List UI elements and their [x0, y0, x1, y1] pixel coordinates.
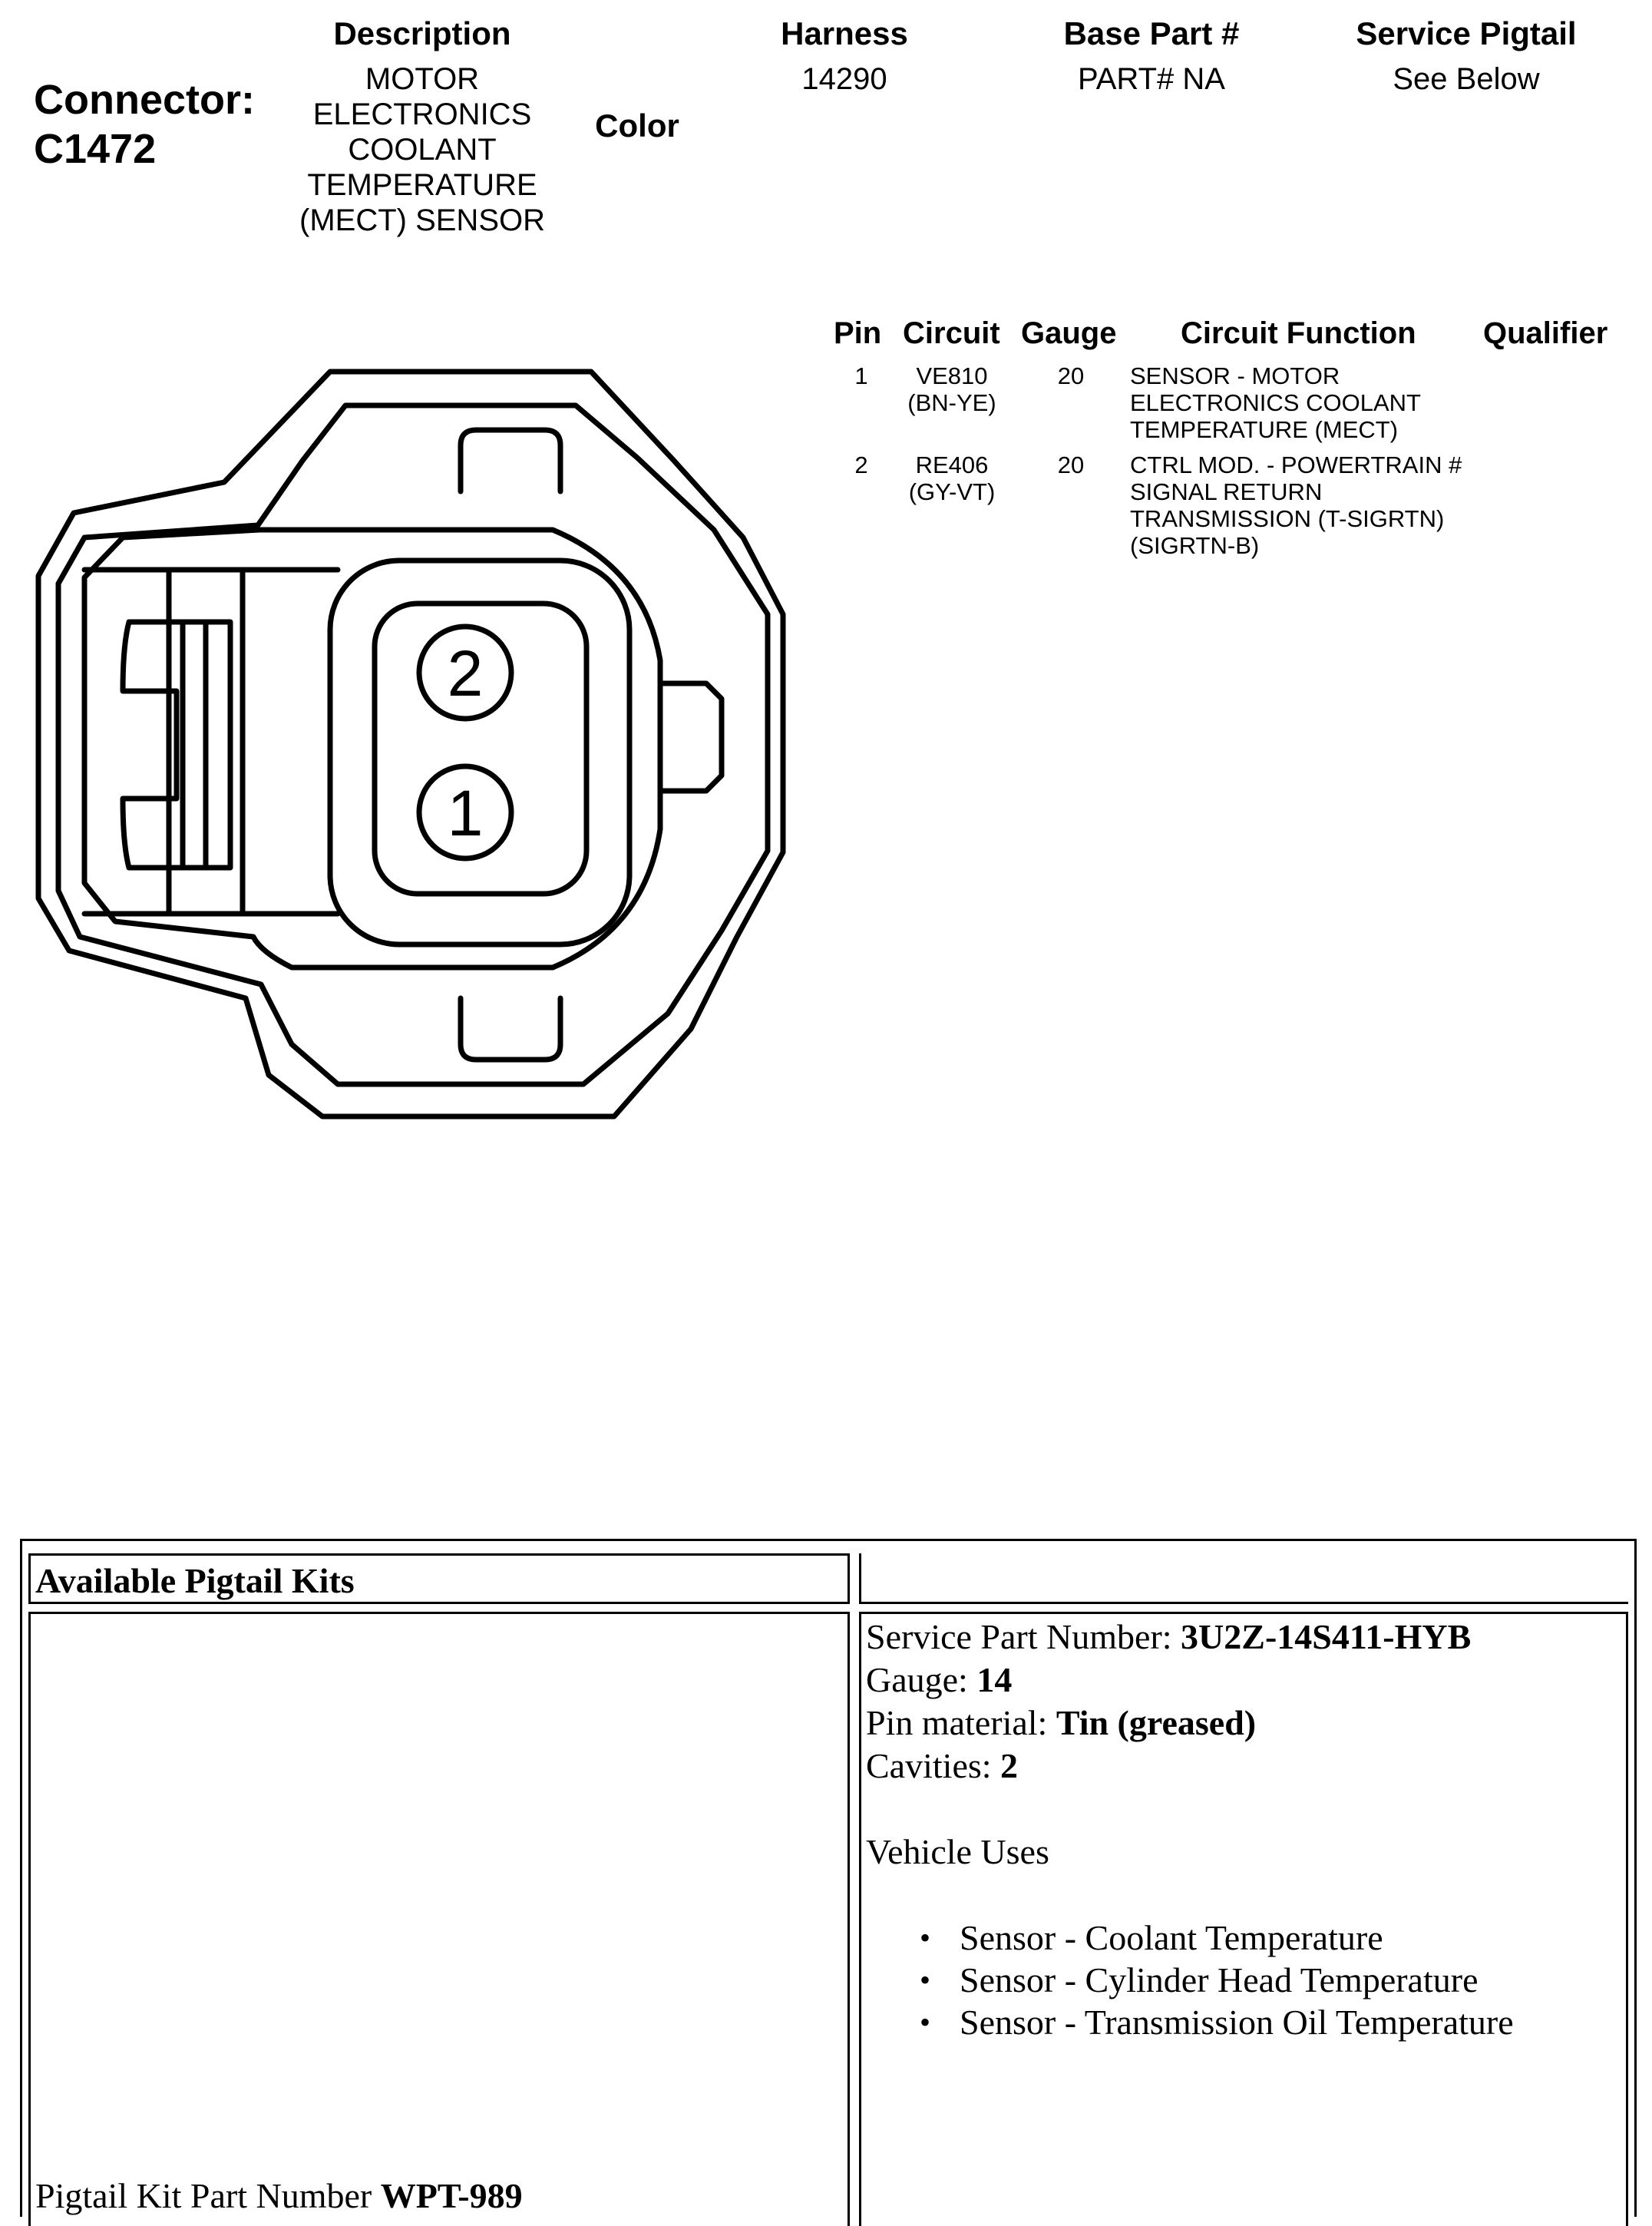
service-part-label: Service Part Number:	[866, 1617, 1172, 1656]
vehicle-uses-list	[920, 1917, 1514, 2043]
gauge-label: Gauge:	[866, 1660, 968, 1699]
pigtail-spec-cell	[859, 1612, 1628, 2226]
pigtail-kit-cell	[28, 1612, 850, 2226]
description-line: ELECTRONICS	[312, 98, 532, 131]
list-item: • Sensor - Transmission Oil Temperature	[920, 2001, 1514, 2043]
service-pigtail-value: See Below	[1393, 62, 1540, 96]
qualifier-col-header: Qualifier	[1483, 316, 1608, 350]
function-line: ELECTRONICS COOLANT	[1130, 389, 1421, 416]
pin-col-header: Pin	[834, 316, 882, 350]
function-cell	[1130, 362, 1483, 443]
list-item: • Sensor - Coolant Temperature	[920, 1917, 1514, 1959]
pigtail-kit-part	[35, 2175, 523, 2218]
top-latch	[461, 430, 560, 491]
base-part-value: PART# NA	[1078, 62, 1225, 96]
gauge-row	[866, 1659, 1514, 1702]
pigtail-specs	[866, 1616, 1514, 2043]
pigtail-title-spacer	[859, 1553, 1628, 1604]
color-header: Color	[595, 107, 679, 144]
vehicle-uses-label: Vehicle Uses	[866, 1832, 1049, 1871]
connector-id: C1472	[34, 126, 157, 172]
service-pigtail-header: Service Pigtail	[1356, 15, 1577, 51]
pin-2-label: 2	[447, 637, 484, 709]
pin-number: 1	[854, 362, 868, 389]
circuit-color: (GY-VT)	[908, 478, 996, 505]
bottom-latch	[461, 998, 560, 1060]
description-line: COOLANT	[348, 133, 497, 167]
function-col-header: Circuit Function	[1181, 316, 1416, 350]
circuit-col-header: Circuit	[903, 316, 1000, 350]
list-item: • Sensor - Cylinder Head Temperature	[920, 1959, 1514, 2001]
function-line: TEMPERATURE (MECT)	[1130, 416, 1399, 443]
function-line: SENSOR - MOTOR	[1130, 362, 1340, 389]
function-line: TRANSMISSION (T-SIGRTN)	[1130, 505, 1445, 532]
pin-1-label: 1	[447, 777, 484, 849]
description-line: (MECT) SENSOR	[299, 203, 545, 237]
service-part-value: 3U2Z-14S411-HYB	[1181, 1617, 1472, 1656]
kit-part-label: Pigtail Kit Part Number	[35, 2176, 372, 2215]
pin-material-label: Pin material:	[866, 1703, 1048, 1742]
circuit-cell	[890, 451, 1013, 505]
pin-material-value: Tin (greased)	[1056, 1703, 1257, 1742]
circuit-color: (BN-YE)	[907, 389, 996, 416]
harness-value: 14290	[801, 62, 887, 96]
locking-tab	[123, 622, 230, 868]
circuit-id: VE810	[916, 362, 988, 389]
gauge-cell: 20	[1057, 451, 1085, 478]
kit-part-value: WPT-989	[380, 2176, 523, 2215]
circuit-id: RE406	[915, 451, 989, 478]
base-part-header: Base Part #	[1063, 15, 1240, 51]
pin-number: 2	[854, 451, 868, 478]
function-cell	[1130, 451, 1498, 559]
function-line: CTRL MOD. - POWERTRAIN #	[1130, 451, 1462, 478]
description-header: Description	[333, 15, 511, 51]
description-line: TEMPERATURE	[307, 168, 537, 202]
cavities-label: Cavities:	[866, 1746, 992, 1785]
gauge-col-header: Gauge	[1021, 316, 1117, 350]
cavities-value: 2	[1000, 1746, 1019, 1785]
pigtail-title-cell	[28, 1553, 850, 1604]
pigtail-kits-table	[20, 1539, 1637, 2217]
gauge-cell: 20	[1057, 362, 1085, 389]
cavities-row	[866, 1745, 1514, 1788]
gauge-value: 14	[976, 1660, 1013, 1699]
circuit-cell	[890, 362, 1013, 416]
service-part-row	[866, 1616, 1514, 1659]
function-line: (SIGRTN-B)	[1130, 532, 1260, 559]
pigtail-title: Available Pigtail Kits	[35, 1561, 355, 1600]
connector-face-diagram	[0, 0, 829, 1229]
right-key	[660, 683, 722, 791]
connector-label: Connector:	[34, 77, 255, 123]
harness-header: Harness	[781, 15, 908, 51]
description-line: MOTOR	[365, 62, 480, 96]
function-line: SIGNAL RETURN	[1130, 478, 1323, 505]
pin-material-row	[866, 1702, 1514, 1745]
